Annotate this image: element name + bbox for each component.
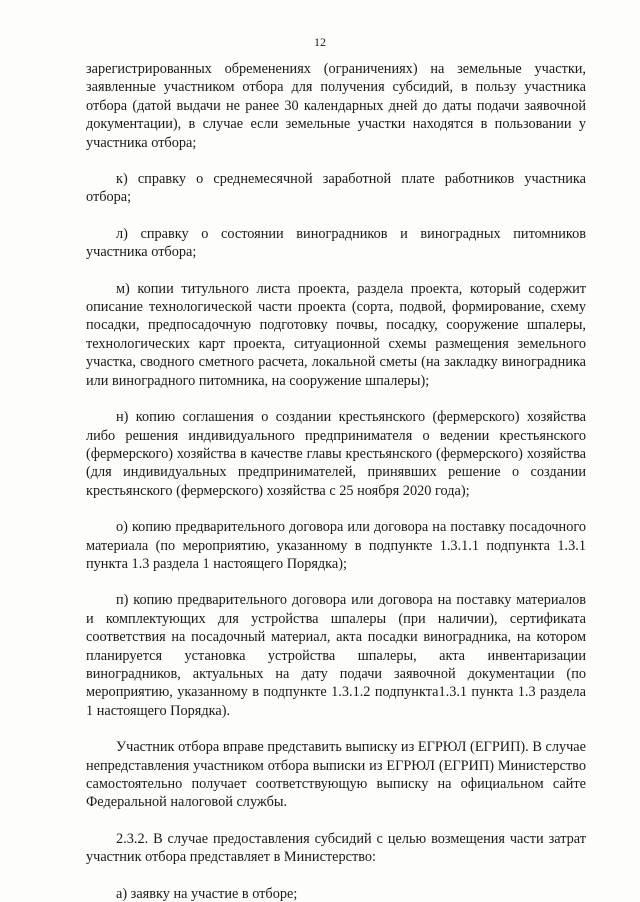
paragraph-item-l: л) справку о состоянии виноградников и виноградных питомников участника отбора; <box>86 225 586 261</box>
paragraph-item-n: н) копию соглашения о создании крестьянского (фермерского) хозяйства либо решения индивидуального предпринимателя о ведении крестьянского (фермерского) хозяйства в качестве главы крестьянского (фермерского) хозяйства (для индивидуальных предпринимателей, принявших решение о создании крестьянского (фермерского) хозяйства с 25 ноября 2020 года); <box>86 409 586 499</box>
paragraph-item-k: к) справку о среднемесячной заработной плате работников участника отбора; <box>86 171 586 206</box>
paragraph-egrul-note: Участник отбора вправе представить выписку из ЕГРЮЛ (ЕГРИП). В случае непредставления участником отбора выписки из ЕГРЮЛ (ЕГРИП) Министерство самостоятельно получает соответствующую выписку на официальном сайте Федеральной налоговой службы. <box>86 739 586 811</box>
paragraph-item-p: п) копию предварительного договора или договора на поставку материалов и комплектующих для устройства шпалеры (при наличии), сертификата соответствия на посадочный материал, акта посадки виноградника, на котором планируется установка устройства шпалеры, акта инвентаризации виноградников, актуальных на дату подачи заявочной документации (по мероприятию, указанному в подпункте 1.3.1.2 подпункта1.3.1 пункта 1.3 раздела 1 настоящего Порядка). <box>86 592 586 719</box>
page-number: 12 <box>314 35 326 49</box>
paragraph-item-a: а) заявку на участие в отборе; <box>116 885 298 902</box>
paragraph-section-2-3-2: 2.3.2. В случае предоставления субсидий с целью возмещения части затрат участник отбора представляет в Министерство: <box>86 830 586 866</box>
paragraph-continuation: зарегистрированных обременениях (ограничениях) на земельные участки, заявленные участником отбора для получения субсидий, в пользу участника отбора (датой выдачи не ранее 30 календарных дней до даты подачи заявочной документации), в случае если земельные участки находятся в пользовании у участника отбора; <box>86 61 586 151</box>
paragraph-item-o: о) копию предварительного договора или договора на поставку посадочного материала (по мероприятию, указанному в подпункте 1.3.1.1 подпункта 1.3.1 пункта 1.3 раздела 1 настоящего Порядка); <box>86 519 586 572</box>
document-body <box>86 60 586 902</box>
paragraph-item-m: м) копии титульного листа проекта, раздела проекта, который содержит описание технологической части проекта (сорта, подвой, формирование, схему посадки, предпосадочную подготовку почвы, посадку, сооружение шпалеры, технологических карт проекта, ситуационной схемы размещения земельного участка, сводного сметного расчета, локальной сметы (на закладку виноградника или виноградного питомника, на сооружение шпалеры); <box>86 280 586 389</box>
